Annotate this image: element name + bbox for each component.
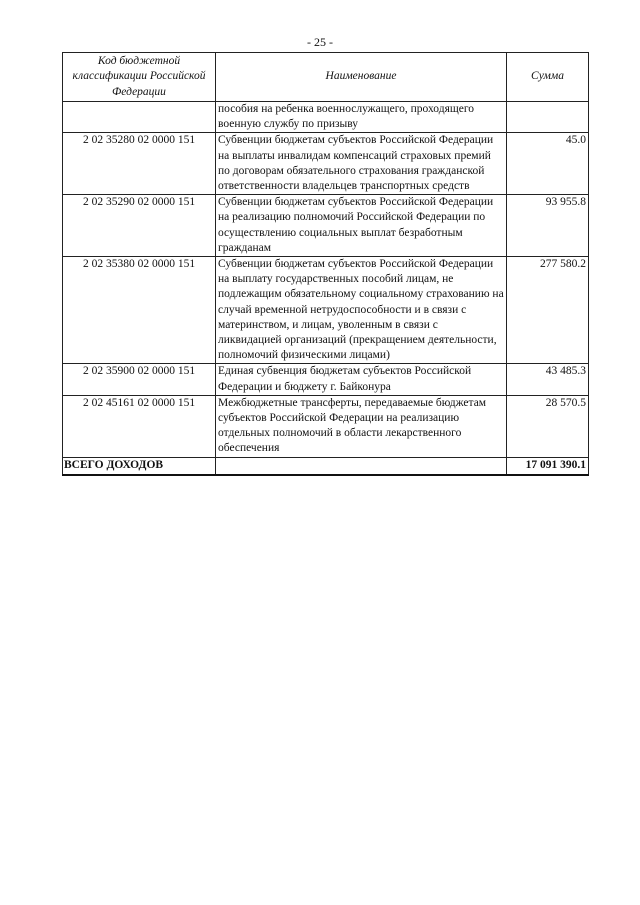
row-code bbox=[63, 102, 216, 133]
row-name: Единая субвенция бюджетам субъектов Российской Федерации и бюджету г. Байконура bbox=[216, 364, 507, 395]
row-code: 2 02 45161 02 0000 151 bbox=[63, 395, 216, 457]
header-code: Код бюджетной классификации Российской Федерации bbox=[63, 53, 216, 102]
total-empty-cell bbox=[216, 457, 507, 475]
row-code: 2 02 35900 02 0000 151 bbox=[63, 364, 216, 395]
total-label: ВСЕГО ДОХОДОВ bbox=[63, 457, 216, 475]
row-amount: 28 570.5 bbox=[507, 395, 589, 457]
row-code: 2 02 35280 02 0000 151 bbox=[63, 133, 216, 195]
row-amount: 43 485.3 bbox=[507, 364, 589, 395]
table-row bbox=[63, 133, 589, 195]
row-code: 2 02 35380 02 0000 151 bbox=[63, 257, 216, 364]
row-amount bbox=[507, 102, 589, 133]
row-amount: 93 955.8 bbox=[507, 195, 589, 257]
table-row bbox=[63, 364, 589, 395]
row-name: Межбюджетные трансферты, передаваемые бюджетам субъектов Российской Федерации на реализацию отдельных полномочий в области лекарственного обеспечения bbox=[216, 395, 507, 457]
row-amount: 45.0 bbox=[507, 133, 589, 195]
total-amount: 17 091 390.1 bbox=[507, 457, 589, 475]
row-name: Субвенции бюджетам субъектов Российской Федерации на выплату государственных пособий лицам, не подлежащим обязательному социальному страхованию на случай временной нетрудоспособности и в связи с материнством, и лицам, уволенным в связи с ликвидацией организаций (прекращением деятельности, полномочий физическими лицами) bbox=[216, 257, 507, 364]
row-name: Субвенции бюджетам субъектов Российской Федерации на выплаты инвалидам компенсаций страховых премий по договорам обязательного страхования гражданской ответственности владельцев транспортных средств bbox=[216, 133, 507, 195]
row-name: пособия на ребенка военнослужащего, проходящего военную службу по призыву bbox=[216, 102, 507, 133]
table-row bbox=[63, 195, 589, 257]
table-row bbox=[63, 257, 589, 364]
header-amount: Сумма bbox=[507, 53, 589, 102]
row-code: 2 02 35290 02 0000 151 bbox=[63, 195, 216, 257]
total-row bbox=[63, 457, 589, 475]
page-number: - 25 - bbox=[307, 35, 333, 49]
table-row bbox=[63, 395, 589, 457]
header-name: Наименование bbox=[216, 53, 507, 102]
row-name: Субвенции бюджетам субъектов Российской Федерации на реализацию полномочий Российской Федерации по осуществлению социальных выплат безработным гражданам bbox=[216, 195, 507, 257]
row-amount: 277 580.2 bbox=[507, 257, 589, 364]
budget-revenue-table bbox=[62, 52, 589, 476]
table-header-row bbox=[63, 53, 589, 102]
table-row bbox=[63, 102, 589, 133]
